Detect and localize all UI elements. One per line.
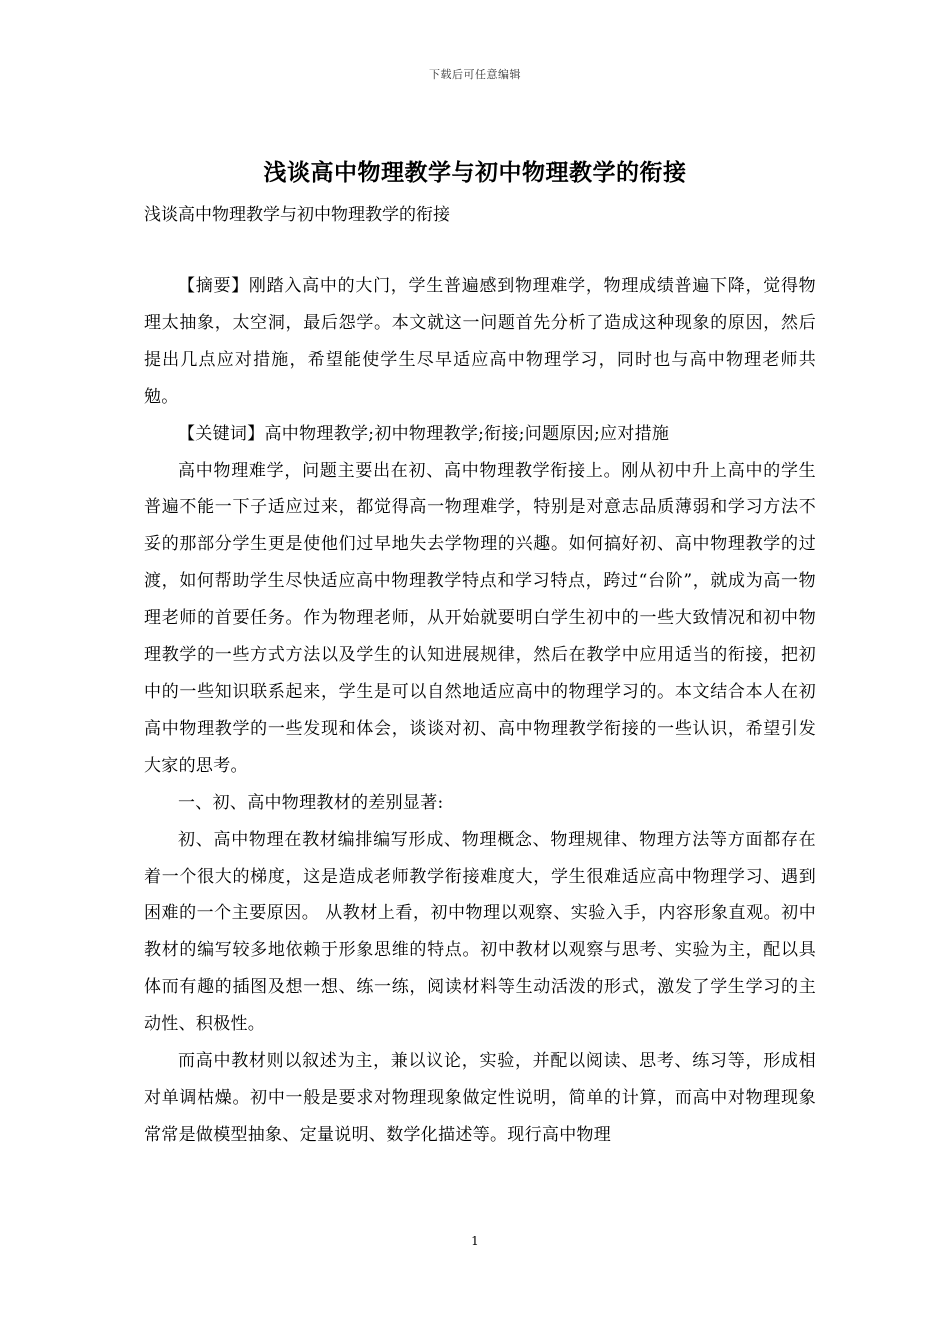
keywords-paragraph: 【关键词】高中物理教学;初中物理教学;衔接;问题原因;应对措施 bbox=[178, 423, 670, 444]
abstract-paragraph: 【摘要】刚踏入高中的大门，学生普遍感到物理难学，物理成绩普遍下降，觉得物理太抽象，太空洞，最后怨学。本文就这一问题首先分析了造成这种现象的原因，然后提出几点应对措施，希望能使学生尽早适应高中物理学习，同时也与高中物理老师共勉。 bbox=[144, 276, 816, 407]
document-subtitle: 浅谈高中物理教学与初中物理教学的衔接 bbox=[144, 205, 450, 225]
document-title: 浅谈高中物理教学与初中物理教学的衔接 bbox=[263, 159, 687, 186]
section-heading: 一、初、高中物理教材的差别显著: bbox=[178, 792, 444, 813]
document-body bbox=[144, 268, 816, 1154]
intro-paragraph: 高中物理难学，问题主要出在初、高中物理教学衔接上。刚从初中升上高中的学生普遍不能一下子适应过来，都觉得高一物理难学，特别是对意志品质薄弱和学习方法不妥的那部分学生更是使他们过早地失去学物理的兴趣。如何搞好初、高中物理教学的过渡，如何帮助学生尽快适应高中物理教学特点和学习特点，跨过“台阶”，就成为高一物理老师的首要任务。作为物理老师，从开始就要明白学生初中的一些大致情况和初中物理教学的一些方式方法以及学生的认知进展规律，然后在教学中应用适当的衔接，把初中的一些知识联系起来，学生是可以自然地适应高中的物理学习的。本文结合本人在初高中物理教学的一些发现和体会，谈谈对初、高中物理教学衔接的一些认识，希望引发大家的思考。 bbox=[144, 460, 816, 776]
page-number: 1 bbox=[471, 1234, 479, 1248]
body-paragraph: 而高中教材则以叙述为主，兼以议论，实验，并配以阅读、思考、练习等，形成相对单调枯燥。初中一般是要求对物理现象做定性说明，简单的计算，而高中对物理现象常常是做模型抽象、定量说明、数学化描述等。现行高中物理 bbox=[144, 1051, 816, 1145]
page-header-note: 下载后可任意编辑 bbox=[429, 68, 521, 81]
body-paragraph: 初、高中物理在教材编排编写形成、物理概念、物理规律、物理方法等方面都存在着一个很大的梯度，这是造成老师教学衔接难度大，学生很难适应高中物理学习、遇到困难的一个主要原因。 从教材上看，初中物理以观察、实验入手，内容形象直观。初中教材的编写较多地依赖于形象思维的特点。初中教材以观察与思考、实验为主，配以具体而有趣的插图及想一想、练一练，阅读材料等生动活泼的形式，激发了学生学习的主动性、积极性。 bbox=[144, 829, 816, 1035]
